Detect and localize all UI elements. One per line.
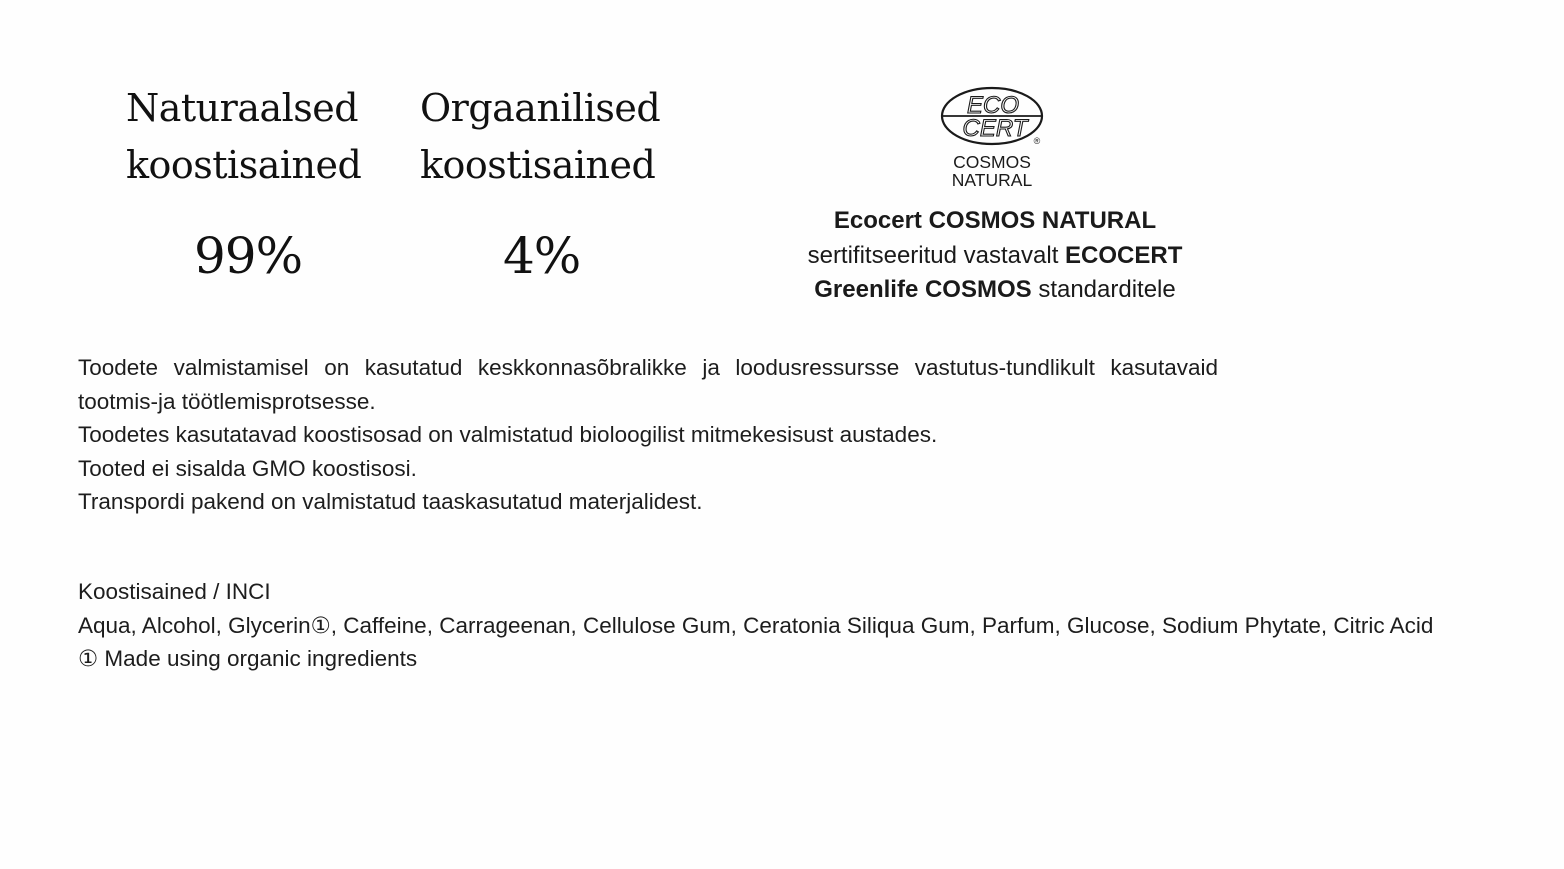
logo-eco-text: ECO [966,92,1020,119]
ingredients-list: Aqua, Alcohol, Glycerin①, Caffeine, Carrageenan, Cellulose Gum, Ceratonia Siliqua Gum, Parfum, Glucose, Sodium Phytate, Citric Acid [78,612,1434,638]
cert-line2 [700,239,1290,274]
cert-line1 [700,204,1290,239]
cert-line3-text: standarditele [1038,276,1176,303]
cert-line2-text: sertifitseeritud vastavalt [807,241,1059,269]
description-block [78,351,1218,519]
ingredients-footnote: ① Made using organic ingredients [78,646,418,671]
organic-ingredients-title [420,80,660,194]
description-biodiversity: Toodetes kasutatavad koostisosad on valmistatud bioloogilist mitmekesisust austades. [78,422,938,447]
ingredients-section [78,575,1458,676]
description-paragraph: Toodete valmistamisel on kasutatud keskkonnasõbralikke ja loodusressursse vastutus-tundlikult kasutavaid tootmis-ja töötlemisprotsesse. [78,355,1218,414]
description-packaging: Transpordi pakend on valmistatud taaskasutatud materjalidest. [78,489,703,514]
organic-title-line1: Orgaanilised [420,86,661,130]
natural-title-line2: koostisained [126,143,362,187]
natural-title-line1: Naturaalsed [126,86,359,130]
ingredients-heading: Koostisained / INCI [78,579,271,604]
natural-ingredients-title [126,80,361,194]
cert-line3 [700,273,1290,308]
natural-ingredients-percent: 99% [194,227,303,285]
cert-name: Ecocert COSMOS NATURAL [833,207,1157,234]
description-gmo: Tooted ei sisalda GMO koostisosi. [78,455,417,481]
logo-natural-label: NATURAL [951,170,1033,190]
organic-title-line2: koostisained [420,143,656,187]
logo-cosmos-label: COSMOS [953,152,1031,172]
ecocert-cosmos-natural-logo [930,84,1054,192]
certification-text [700,204,1290,308]
logo-registered-mark: ® [1033,136,1041,146]
logo-cert-text: CERT [962,115,1028,142]
cert-standard-name: Greenlife COSMOS [814,276,1032,303]
organic-ingredients-percent: 4% [503,227,581,285]
cert-body-name: ECOCERT [1065,241,1183,269]
